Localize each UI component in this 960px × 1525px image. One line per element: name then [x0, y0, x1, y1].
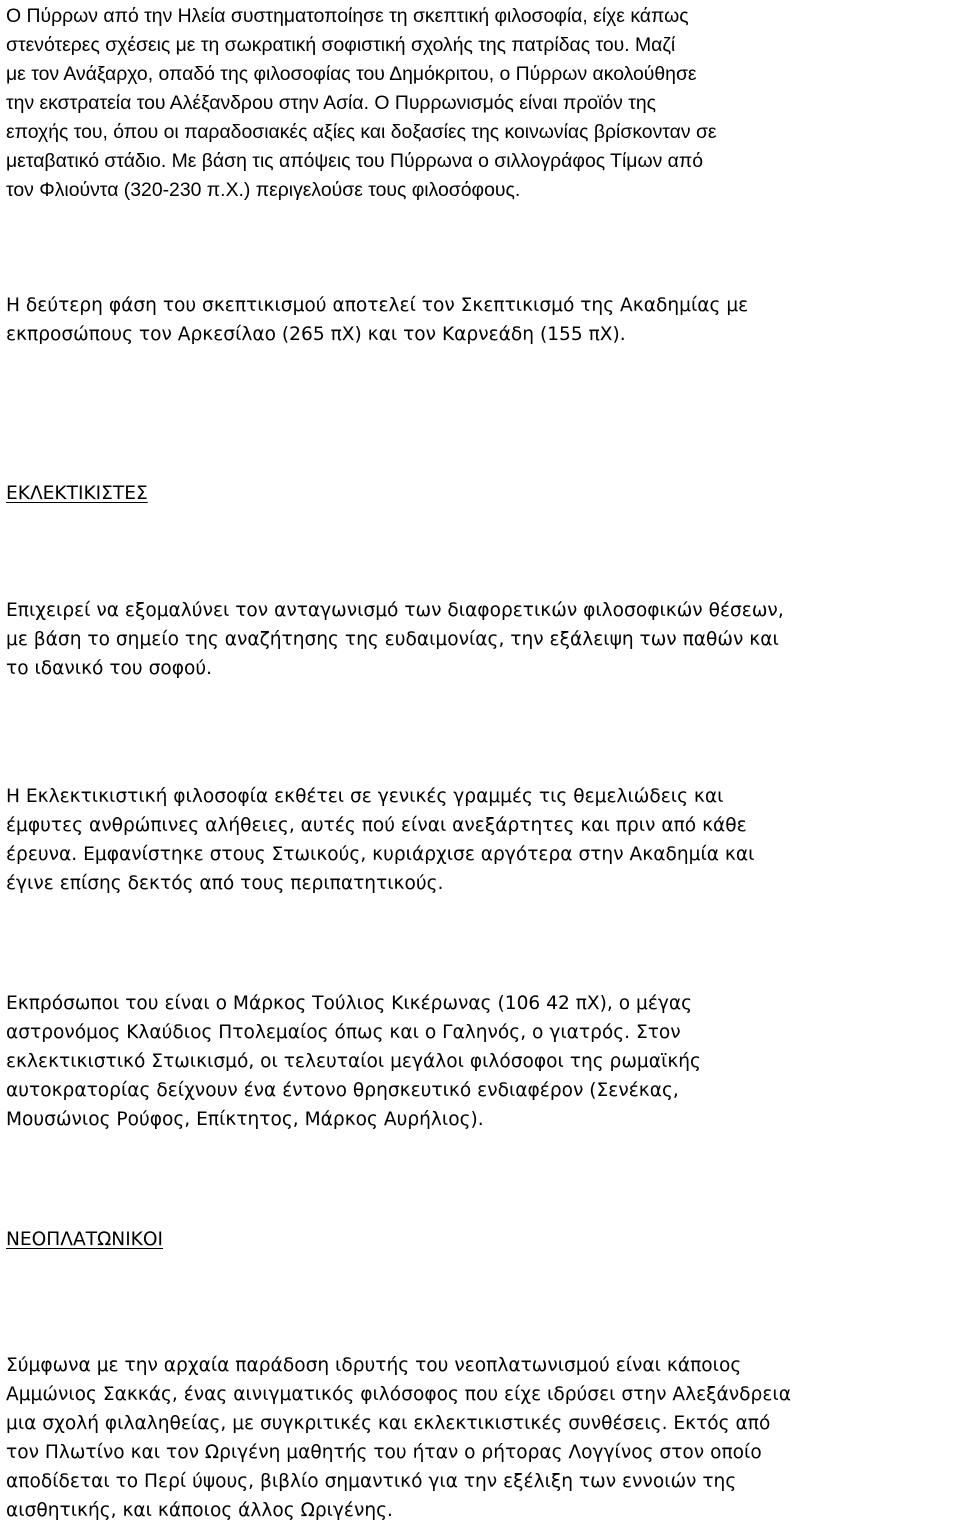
text-line: την εκστρατεία του Αλέξανδρου στην Ασία. Ο Πυρρωνισμός είναι προϊόν της — [6, 92, 657, 114]
text-line: εκλεκτικιστικό Στωικισμό, οι τελευταίοι μεγάλοι φιλόσοφοι της ρωμαϊκής — [6, 1051, 701, 1072]
text-line: εκπροσώπους τον Αρκεσίλαο (265 πΧ) και τον Καρνεάδη (155 πΧ). — [6, 324, 626, 345]
paragraph-eklektikist-philosophy — [6, 782, 956, 898]
text-line: Η Εκλεκτικιστική φιλοσοφία εκθέτει σε γενικές γραμμές τις θεμελιώδεις και — [6, 786, 724, 807]
section-heading-eklektikistes — [6, 479, 956, 508]
text-line: εποχής του, όπου οι παραδοσιακές αξίες και δοξασίες της κοινωνίας βρίσκονταν σε — [6, 121, 717, 143]
text-line: αποδίδεται το Περί ύψους, βιβλίο σημαντικό για την εξέλιξη των εννοιών της — [6, 1471, 737, 1492]
paragraph-representatives — [6, 989, 956, 1134]
heading-text: ΝΕΟΠΛΑΤΩΝΙΚΟΙ — [6, 1229, 163, 1250]
text-line: μεταβατικό στάδιο. Με βάση τις απόψεις του Πύρρωνα ο σιλλογράφος Τίμων από — [6, 150, 704, 172]
text-line: το ιδανικό του σοφού. — [6, 658, 213, 679]
paragraph-eklektikism-intro — [6, 596, 956, 683]
text-line: αστρονόμος Κλαύδιος Πτολεμαίος όπως και ο Γαληνός, ο γιατρός. Στον — [6, 1022, 681, 1043]
paragraph-academy-skepticism — [6, 291, 956, 349]
text-line: Επιχειρεί να εξομαλύνει τον ανταγωνισμό των διαφορετικών φιλοσοφικών θέσεων, — [6, 600, 784, 621]
text-line: με βάση το σημείο της αναζήτησης της ευδαιμονίας, την εξάλειψη των παθών και — [6, 629, 779, 650]
text-line: τον Πλωτίνο και τον Ωριγένη μαθητής του ήταν ο ρήτορας Λογγίνος στον οποίο — [6, 1442, 762, 1463]
text-line: Μουσώνιος Ρούφος, Επίκτητος, Μάρκος Αυρήλιος). — [6, 1109, 484, 1130]
text-line: Η δεύτερη φάση του σκεπτικισμού αποτελεί τον Σκεπτικισμό της Ακαδημίας με — [6, 295, 749, 316]
section-heading-neoplatonikoi — [6, 1225, 956, 1254]
text-line: αισθητικής, και κάποιος άλλος Ωριγένης. — [6, 1500, 393, 1521]
text-line: έγινε επίσης δεκτός από τους περιπατητικούς. — [6, 873, 444, 894]
paragraph-neoplatonism — [6, 1351, 956, 1525]
text-line: αυτοκρατορίας δείχνουν ένα έντονο θρησκευτικό ενδιαφέρον (Σενέκας, — [6, 1080, 679, 1101]
text-line: στενότερες σχέσεις με τη σωκρατική σοφιστική σχολής της πατρίδας του. Μαζί — [6, 34, 676, 56]
text-line: Εκπρόσωποι του είναι ο Μάρκος Τούλιος Κικέρωνας (106 42 πΧ), ο μέγας — [6, 993, 693, 1014]
text-line: έμφυτες ανθρώπινες αλήθειες, αυτές πού είναι ανεξάρτητες και πριν από κάθε — [6, 815, 747, 836]
text-line: Αμμώνιος Σακκάς, ένας αινιγματικός φιλόσοφος που είχε ιδρύσει στην Αλεξάνδρεια — [6, 1384, 791, 1405]
heading-text: ΕΚΛΕΚΤΙΚΙΣΤΕΣ — [6, 483, 148, 504]
paragraph-pyrrhon — [6, 2, 956, 205]
text-line: μια σχολή φιλαληθείας, με συγκριτικές και εκλεκτικιστικές συνθέσεις. Εκτός από — [6, 1413, 771, 1434]
text-line: με τον Ανάξαρχο, οπαδό της φιλοσοφίας του Δημόκριτου, ο Πύρρων ακολούθησε — [6, 63, 697, 85]
text-line: έρευνα. Εμφανίστηκε στους Στωικούς, κυριάρχισε αργότερα στην Ακαδημία και — [6, 844, 755, 865]
text-line: Ο Πύρρων από την Ηλεία συστηματοποίησε τη σκεπτική φιλοσοφία, είχε κάπως — [6, 5, 689, 27]
text-line: Σύμφωνα με την αρχαία παράδοση ιδρυτής του νεοπλατωνισμού είναι κάποιος — [6, 1355, 742, 1376]
text-line: τον Φλιούντα (320-230 π.Χ.) περιγελούσε τους φιλοσόφους. — [6, 179, 521, 201]
